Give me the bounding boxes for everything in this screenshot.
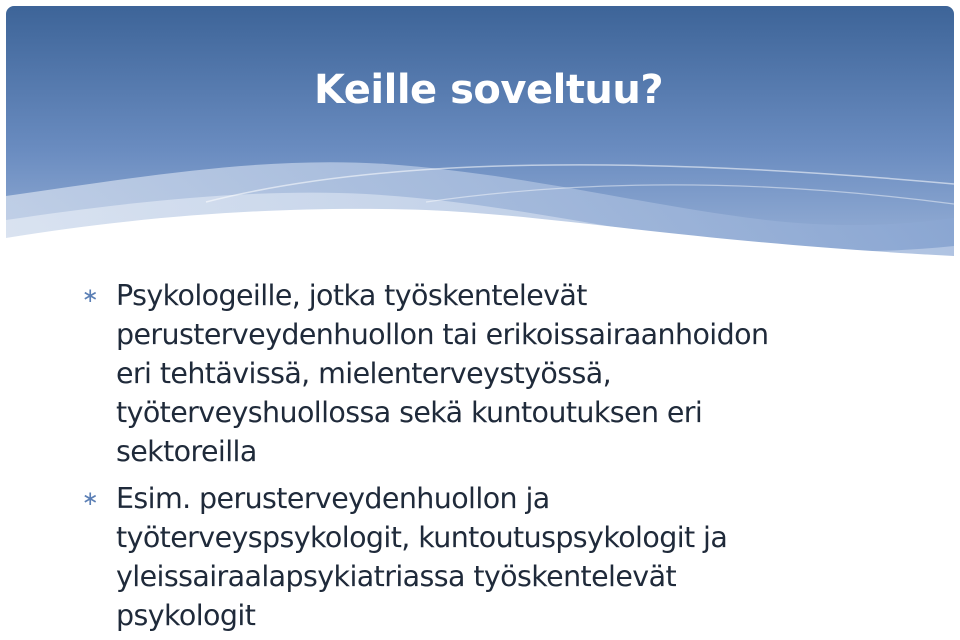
bullet-line: perusterveydenhuollon tai erikoissairaanhoidon [116, 318, 769, 351]
bullet-line: työterveyspsykologit, kuntoutuspsykologit ja [116, 521, 728, 554]
asterisk-bullet-icon: ∗ [81, 486, 99, 510]
asterisk-bullet-icon: ∗ [81, 283, 99, 307]
bullet-list [80, 276, 940, 635]
bullet-item [80, 276, 940, 471]
bullet-line: Esim. perusterveydenhuollon ja [116, 482, 550, 515]
bullet-line: Psykologeille, jotka työskentelevät [116, 279, 587, 312]
bullet-line: sektoreilla [116, 435, 257, 468]
bullet-item [80, 479, 940, 635]
bullet-line: eri tehtävissä, mielenterveystyössä, [116, 357, 612, 390]
header-band [6, 6, 954, 268]
bullet-line: yleissairaalapsykiatriassa työskentelevät [116, 560, 677, 593]
slide-title: Keille soveltuu? [314, 67, 664, 113]
header-wave-graphic [6, 6, 954, 268]
bullet-line: psykologit [116, 599, 256, 632]
bullet-line: työterveyshuollossa sekä kuntoutuksen eri [116, 396, 703, 429]
